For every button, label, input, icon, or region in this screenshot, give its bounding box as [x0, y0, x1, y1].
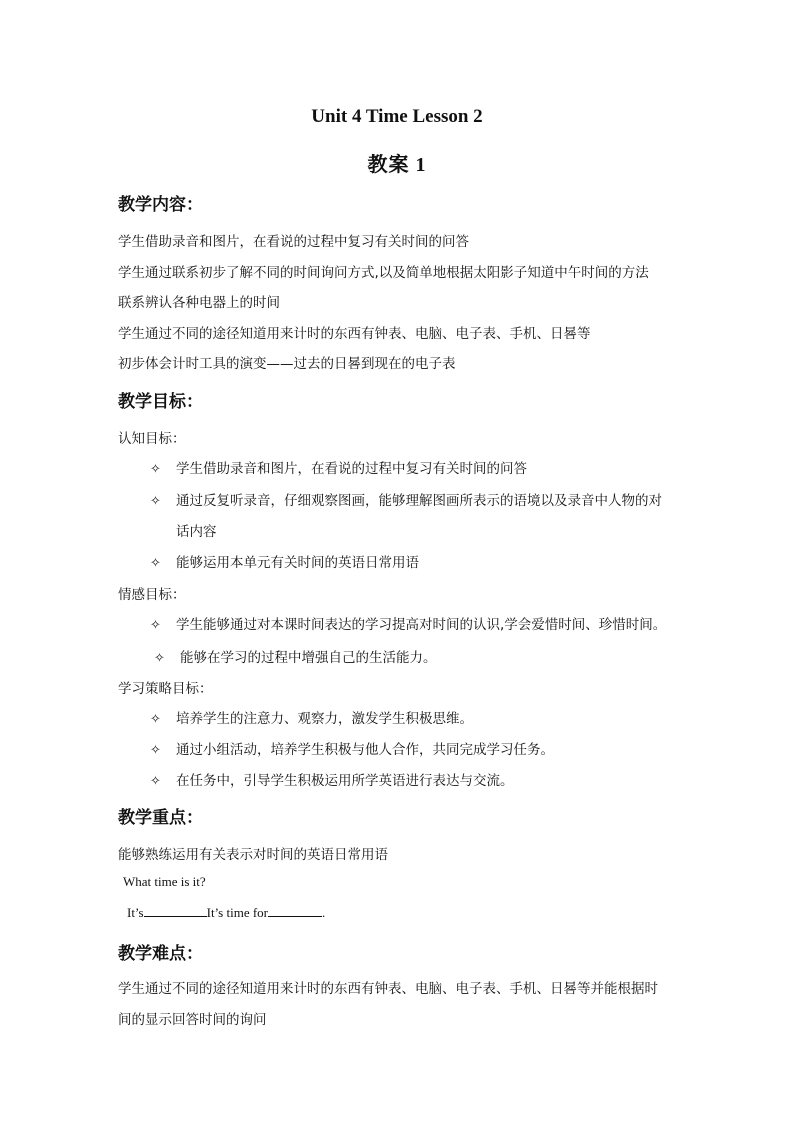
difficult-line: 间的显示回答时间的询问	[118, 1012, 267, 1028]
key-points-heading: 教学重点：	[118, 808, 203, 828]
list-item	[150, 551, 419, 571]
list-item	[150, 457, 527, 477]
strategy-label: 学习策略目标：	[118, 681, 213, 697]
list-item	[150, 707, 473, 727]
answer-blank	[268, 906, 322, 917]
bullet-icon: ✧	[154, 651, 165, 666]
key-answer-end: .	[322, 905, 326, 920]
list-item	[154, 646, 437, 666]
bullet-icon: ✧	[150, 494, 161, 509]
list-item	[150, 489, 662, 509]
list-item-text: 能够在学习的过程中增强自己的生活能力。	[180, 650, 437, 666]
content-line: 学生借助录音和图片，在看说的过程中复习有关时间的问答	[118, 234, 469, 250]
bullet-icon: ✧	[150, 556, 161, 571]
list-item-text: 通过小组活动，培养学生积极与他人合作，共同完成学习任务。	[176, 742, 554, 758]
list-item-text: 能够运用本单元有关时间的英语日常用语	[176, 555, 419, 571]
content-line: 学生通过联系初步了解不同的时间询问方式,以及简单地根据太阳影子知道中午时间的方法	[118, 265, 649, 281]
difficult-points-heading: 教学难点：	[118, 944, 203, 964]
bullet-icon: ✧	[150, 712, 161, 727]
key-question: What time is it?	[123, 874, 206, 889]
answer-blank	[144, 906, 207, 917]
goals-heading: 教学目标：	[118, 392, 203, 412]
bullet-icon: ✧	[150, 774, 161, 789]
content-heading: 教学内容：	[118, 195, 203, 215]
document-title: Unit 4 Time Lesson 2	[311, 106, 483, 127]
list-item-text: 培养学生的注意力、观察力，激发学生积极思维。	[176, 711, 473, 727]
bullet-icon: ✧	[150, 462, 161, 477]
emotional-label: 情感目标：	[118, 587, 186, 603]
content-line: 学生通过不同的途径知道用来计时的东西有钟表、电脑、电子表、手机、日晷等	[118, 326, 591, 342]
list-item	[150, 613, 666, 633]
cognitive-label: 认知目标：	[118, 431, 186, 447]
key-answer	[127, 905, 325, 921]
bullet-icon: ✧	[150, 618, 161, 633]
list-item-text: 在任务中，引导学生积极运用所学英语进行表达与交流。	[176, 773, 514, 789]
list-item-text: 学生能够通过对本课时间表达的学习提高对时间的认识,学会爱惜时间、珍惜时间。	[176, 617, 667, 633]
list-item-text: 学生借助录音和图片，在看说的过程中复习有关时间的问答	[176, 461, 527, 477]
key-answer-part-a: It’s	[127, 905, 144, 920]
document-subtitle: 教案 1	[367, 154, 427, 176]
list-item-text: 通过反复听录音，仔细观察图画，能够理解图画所表示的语境以及录音中人物的对	[176, 493, 662, 509]
key-points-line: 能够熟练运用有关表示对时间的英语日常用语	[118, 847, 388, 863]
content-line: 联系辨认各种电器上的时间	[118, 295, 280, 311]
list-item-continuation: 话内容	[176, 524, 217, 540]
content-line: 初步体会计时工具的演变——过去的日晷到现在的电子表	[118, 356, 456, 372]
bullet-icon: ✧	[150, 743, 161, 758]
key-answer-part-b: It’s time for	[206, 905, 269, 920]
difficult-line: 学生通过不同的途径知道用来计时的东西有钟表、电脑、电子表、手机、日晷等并能根据时	[118, 981, 658, 997]
list-item	[150, 738, 554, 758]
list-item	[150, 769, 514, 789]
